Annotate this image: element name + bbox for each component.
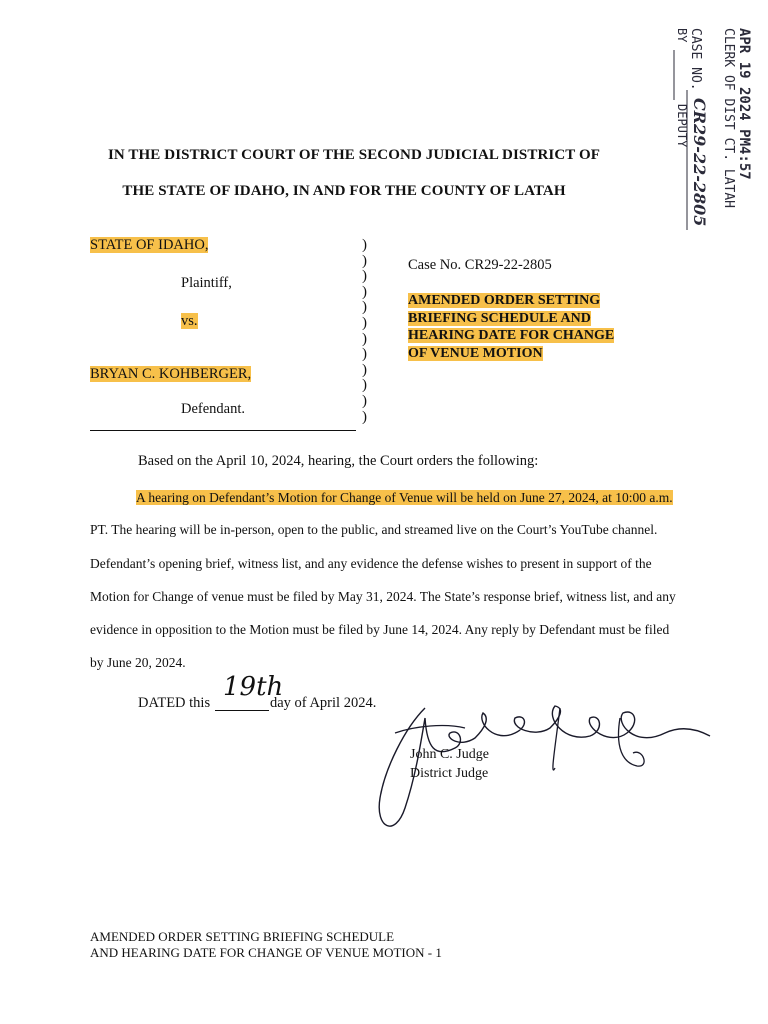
order-paragraph-line-1 bbox=[136, 490, 673, 506]
stamp-graphic bbox=[640, 20, 760, 235]
case-number: Case No. CR29-22-2805 bbox=[408, 257, 552, 273]
stamp-line-case-label: CASE NO. bbox=[688, 28, 703, 91]
caption-parentheses: ) ) ) ) ) ) ) ) ) ) ) ) bbox=[362, 237, 367, 425]
order-title bbox=[408, 292, 614, 362]
order-paragraph-line-6 bbox=[90, 655, 186, 671]
court-heading-line-1 bbox=[0, 147, 768, 164]
order-title-text: AMENDED ORDER SETTING bbox=[408, 293, 601, 308]
footer-line-2: AND HEARING DATE FOR CHANGE OF VENUE MOTION - 1 bbox=[90, 945, 442, 960]
caption-divider bbox=[90, 430, 356, 431]
order-title-line bbox=[408, 292, 614, 310]
order-intro: Based on the April 10, 2024, hearing, the Court orders the following: bbox=[138, 453, 539, 469]
stamp-line-date: APR 19 2024 PM4:57 bbox=[736, 28, 752, 180]
order-title-text: BRIEFING SCHEDULE AND bbox=[408, 310, 591, 326]
signer-name: John C. Judge bbox=[410, 747, 489, 762]
order-paragraph-line-5: evidence in opposition to the Motion must be filed by June 14, 2024. Any reply by Defendant must be filed bbox=[90, 622, 670, 637]
order-paragraph-line-2: PT. The hearing will be in-person, open to the public, and streamed live on the Court’s YouTube channel. bbox=[90, 522, 658, 537]
plaintiff-name-text: STATE OF IDAHO, bbox=[90, 237, 209, 253]
order-paragraph-line-4: Motion for Change of venue must be filed by May 31, 2024. The State’s response brief, witness list, and any bbox=[90, 589, 676, 604]
court-heading-line-2 bbox=[0, 183, 768, 200]
stamp-line-deputy: DEPUTY bbox=[675, 104, 689, 148]
defendant-name bbox=[90, 366, 251, 383]
plaintiff-name bbox=[90, 237, 208, 254]
clerk-file-stamp bbox=[640, 20, 760, 235]
dated-day-underline bbox=[215, 710, 269, 711]
defendant-role: Defendant. bbox=[181, 401, 246, 417]
order-paragraph-text: by June 20, 2024. bbox=[90, 655, 186, 670]
order-title-text: OF VENUE MOTION bbox=[408, 345, 543, 361]
order-title-text: HEARING DATE FOR CHANGE bbox=[408, 328, 615, 343]
order-title-line bbox=[408, 327, 614, 345]
versus-text: vs. bbox=[181, 313, 198, 329]
stamp-line-by: BY bbox=[675, 28, 689, 43]
signer-title: District Judge bbox=[410, 766, 489, 781]
court-heading-text-1: IN THE DISTRICT COURT OF THE SECOND JUDICIAL DISTRICT OF bbox=[107, 147, 600, 163]
order-title-line bbox=[408, 310, 614, 328]
footer-caption bbox=[90, 929, 442, 961]
versus-label bbox=[181, 313, 198, 330]
stamp-line-clerk: CLERK OF DIST CT. LATAH bbox=[721, 28, 736, 209]
order-paragraph-line-3: Defendant’s opening brief, witness list, and any evidence the defense wishes to present in support of the bbox=[90, 556, 652, 571]
plaintiff-role: Plaintiff, bbox=[181, 275, 232, 291]
dated-suffix: day of April 2024. bbox=[270, 695, 377, 711]
order-paragraph-text: A hearing on Defendant’s Motion for Change of Venue will be held on June 27, 2024, at 10:00 a.m. bbox=[136, 490, 673, 505]
dated-prefix: DATED this bbox=[138, 695, 211, 711]
order-title-line bbox=[408, 345, 614, 363]
footer-line-1: AMENDED ORDER SETTING BRIEFING SCHEDULE bbox=[90, 929, 395, 944]
defendant-name-text: BRYAN C. KOHBERGER, bbox=[90, 366, 252, 382]
stamp-case-number-handwritten: CR29-22-2805 bbox=[690, 98, 709, 227]
dated-day-handwritten: 19th bbox=[223, 672, 284, 702]
court-heading-text-2: THE STATE OF IDAHO, IN AND FOR THE COUNTY OF LATAH bbox=[122, 183, 566, 199]
